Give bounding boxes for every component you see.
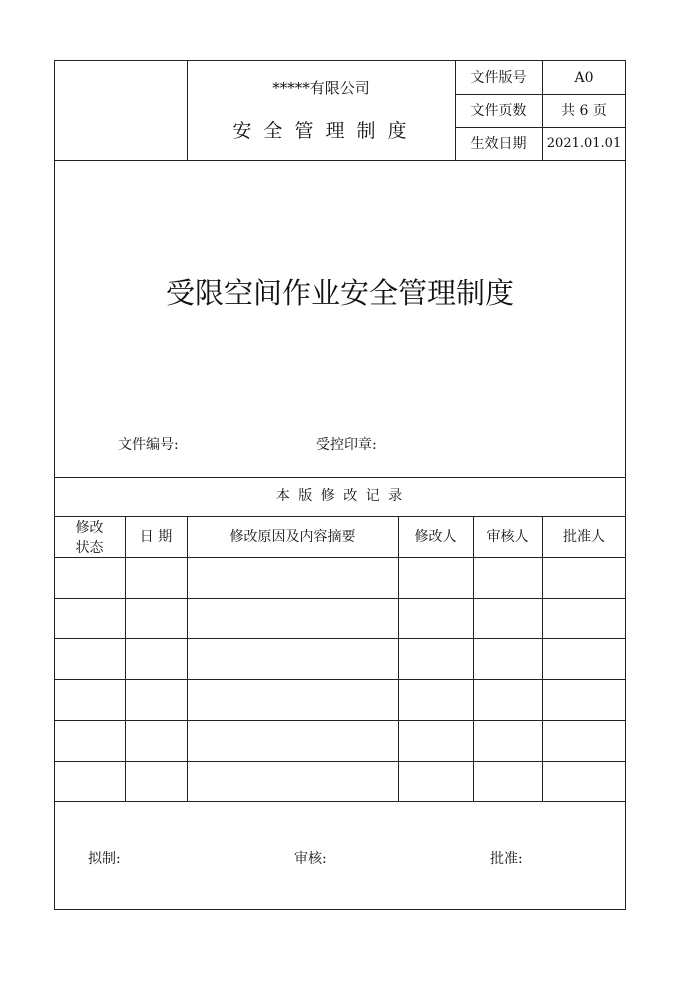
revision-column-header: 日 期 xyxy=(139,529,173,545)
revision-header-bottom-line xyxy=(54,557,626,558)
meta-label-pages: 文件页数 xyxy=(470,103,527,119)
header-meta-row-line-1 xyxy=(455,94,626,95)
revision-column-header: 修改 状态 xyxy=(75,520,104,556)
revision-column-header: 修改人 xyxy=(414,529,457,545)
signature-drafted-label: 拟制: xyxy=(88,851,121,867)
revision-title-bottom-line xyxy=(54,516,626,517)
revision-row-line xyxy=(54,598,626,599)
signature-top-line xyxy=(54,801,626,802)
revision-column-line xyxy=(125,516,126,801)
meta-value-pages: 共 6 页 xyxy=(561,103,607,119)
revision-column-header: 修改原因及内容摘要 xyxy=(229,529,356,545)
revision-column-line xyxy=(187,516,188,801)
document-frame xyxy=(54,60,626,910)
signature-approved-label: 批准: xyxy=(490,851,523,867)
meta-value-version: A0 xyxy=(574,70,594,86)
header-title: 安 全 管 理 制 度 xyxy=(232,120,410,142)
revision-column-header: 审核人 xyxy=(486,529,529,545)
meta-label-effective-date: 生效日期 xyxy=(470,136,527,152)
meta-value-effective-date: 2021.01.01 xyxy=(546,136,622,151)
revision-column-header: 批准人 xyxy=(563,529,605,545)
revision-row-line xyxy=(54,761,626,762)
company-name: *****有限公司 xyxy=(272,79,370,97)
signature-reviewed-label: 审核: xyxy=(294,851,327,867)
revision-top-line xyxy=(54,477,626,478)
revision-section-title: 本 版 修 改 记 录 xyxy=(275,488,405,504)
meta-label-version: 文件版号 xyxy=(470,70,527,86)
revision-row-line xyxy=(54,720,626,721)
revision-column-line xyxy=(542,516,543,801)
main-title: 受限空间作业安全管理制度 xyxy=(165,276,514,310)
header-bottom-line xyxy=(54,160,626,161)
revision-column-line xyxy=(398,516,399,801)
revision-column-line xyxy=(473,516,474,801)
revision-row-line xyxy=(54,638,626,639)
header-divider-left xyxy=(187,60,188,160)
revision-row-line xyxy=(54,679,626,680)
doc-number-label: 文件编号: xyxy=(118,437,179,453)
header-meta-row-line-2 xyxy=(455,127,626,128)
control-stamp-label: 受控印章: xyxy=(316,437,377,453)
